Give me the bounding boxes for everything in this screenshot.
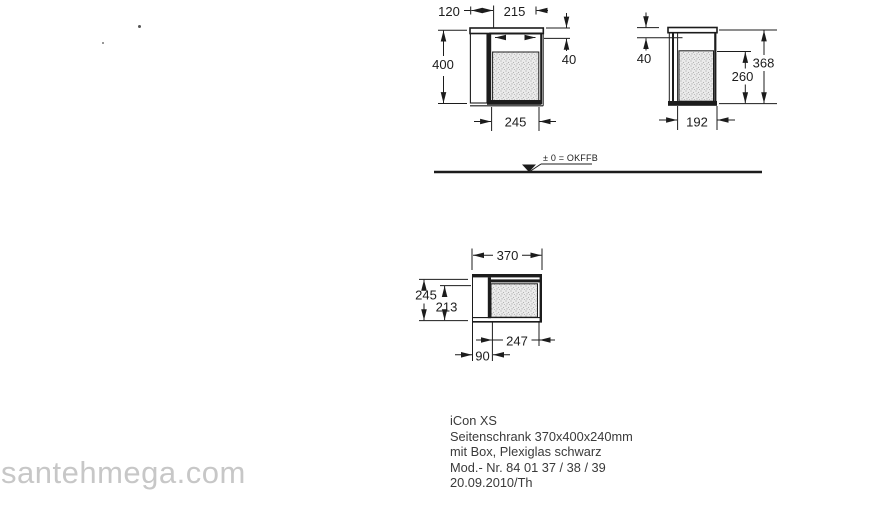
watermark: santehmega.com: [1, 455, 246, 490]
dim-370: 370: [496, 248, 519, 263]
plan-back-panel: [472, 274, 542, 277]
dim-40-side: 40: [636, 51, 652, 66]
title-block: [450, 413, 633, 491]
dim-40-front: 40: [561, 52, 577, 67]
dim-368: 368: [752, 55, 775, 71]
level-marker-label: ± 0 = OKFFB: [543, 153, 598, 163]
dim-260: 260: [731, 69, 754, 84]
front-door-panel: [470, 34, 487, 104]
side-bottom-bar: [668, 101, 717, 106]
dim-192: 192: [686, 114, 708, 130]
dim-215: 215: [503, 4, 526, 19]
product-name: iCon XS: [450, 413, 497, 428]
plan-view: [472, 274, 542, 322]
dim-247: 247: [506, 333, 528, 349]
plan-box-back: [489, 279, 542, 282]
dim-245-plan: 245: [415, 287, 437, 303]
side-view: [668, 28, 717, 106]
product-description: Seitenschrank 370x400x240mm: [450, 428, 633, 444]
front-bottom-bar: [487, 100, 542, 105]
product-variant: mit Box, Plexiglas schwarz: [450, 444, 602, 460]
dim-90: 90: [475, 348, 490, 364]
side-top-panel: [668, 28, 717, 33]
dim-120: 120: [438, 4, 460, 19]
drawing-date: 20.09.2010/Th: [450, 475, 533, 491]
dim-400: 400: [432, 57, 454, 72]
dim-245-front: 245: [504, 114, 527, 130]
plan-plexiglas-box: [491, 284, 538, 317]
front-view: [470, 28, 543, 106]
side-plexiglas-box: [679, 51, 714, 101]
scan-speck: [102, 42, 104, 44]
dim-213: 213: [435, 299, 458, 315]
scan-speck: [138, 25, 141, 28]
front-plexiglas-box: [493, 52, 539, 101]
ground-line: [434, 153, 762, 172]
model-number: Mod.- Nr. 84 01 37 / 38 / 39: [450, 459, 606, 475]
